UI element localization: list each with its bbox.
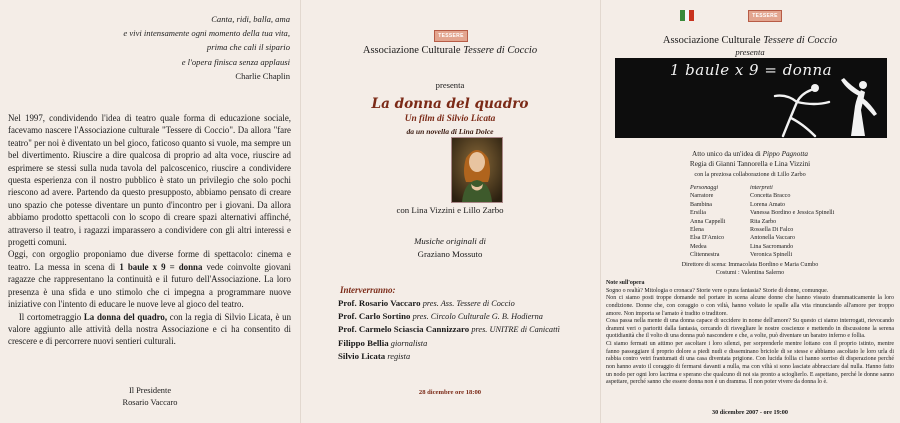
speaker-name: Prof. Carlo Sortino [338, 311, 411, 322]
costumes-credit: Costumi : Valentina Salerno [715, 270, 785, 277]
dancer-silhouettes-icon [615, 58, 887, 138]
quote-line: e vivi intensamente ogni momento della tua vita, [123, 28, 290, 39]
characters-column [690, 184, 725, 260]
credit-idea [600, 150, 900, 160]
show-title: 1 baule x 9 = donna [669, 61, 833, 79]
text-span: Oggi, con orgoglio proponiamo due diverse forme di spettacolo: cinema e teatro. La messa in scena di [8, 249, 291, 272]
quote-author: Charlie Chaplin [235, 70, 290, 81]
character-name: Ersilia [690, 210, 706, 217]
screening-date: 28 dicembre ore 18:00 [418, 389, 482, 396]
right-panel [600, 0, 900, 423]
signature-title: Il Presidente [128, 386, 172, 395]
performers-column [750, 184, 834, 260]
speaker-name: Prof. Rosario Vaccaro [338, 298, 421, 308]
text-span: Il cortometraggio [18, 311, 84, 322]
film-source: da un novella di Lina Dolce [406, 127, 494, 136]
assoc-italic-name: Tessere di Coccio [763, 35, 838, 46]
performer-name: Lorena Amato [750, 201, 786, 208]
text-span: vede coinvolte giovani ragazze che rappresentano la continuità e il futuro dell'Associazione. La loro presenza è una sfida e uno stimolo che ci impegna a programmare nuove iniziative con l'intento di educare le nuove leve al gioco del teatro. [8, 261, 291, 310]
character-name: Elsa D'Amico [690, 235, 725, 242]
author-name: Pippo Pagnotta [762, 150, 808, 158]
performers-header: interpreti [750, 185, 773, 191]
assoc-prefix: Associazione Culturale [662, 35, 764, 46]
intro-text [8, 112, 291, 348]
speaker-row [338, 350, 560, 363]
president-signature [0, 385, 300, 410]
performer-name: Rita Zarbo [750, 218, 777, 225]
film-cast: con Lina Vizzini e Lillo Zarbo [396, 205, 504, 215]
show-date: 30 dicembre 2007 - ore 19:00 [712, 409, 788, 416]
character-name: Elena [690, 227, 704, 234]
quote-line: Canta, ridi, balla, ama [211, 14, 290, 24]
region-flag-icon [680, 10, 694, 21]
performer-name: Antonella Vaccaro [750, 235, 796, 242]
film-title-inline: La donna del quadro, [83, 311, 168, 322]
intro-paragraph-3 [8, 311, 291, 348]
stage-direction: Direttore di scena: Immacolata Bordino e Maria Cumbo [681, 262, 819, 268]
text-span: Atto unico da un'idea di [692, 150, 763, 158]
portrait-image [452, 138, 502, 202]
logo-text: TESSERE [438, 33, 464, 39]
performer-name: Lina Sacromando [750, 243, 794, 250]
intro-paragraph-1: Nel 1997, condividendo l'idea di teatro quale forma di educazione sociale, facevamo nascere l'Associazione culturale "Tessere di Coccio". Da allora "fare teatro" per noi è diventato un bel gioco, faticoso quanto si vuole, ma sempre un bel divertimento. Riuscire a dire qualcosa di proprio ad alta voce, riuscire ad esprimere se stessi sulla nuda tavola del palcoscenico, riuscire a condividere questa esperienza con il nostro pubblico è stato un privilegio che solo pochi riescono ad avere. Partendo da questo presupposto, abbiamo pensato di creare uno spazio che potesse diventare un punto d'incontro per i giovani. Da allora abbiamo prodotto spettacoli con lo scopo di creare spazi alternativi affinché, attraverso il teatro, i ragazzi imparassero a condividere con gli altri interessi e progetti comuni. [8, 113, 291, 248]
association-name [300, 45, 600, 56]
speaker-name: Filippo Bellia [338, 337, 389, 348]
chaplin-quote [123, 12, 290, 83]
notes-paragraph: Non ci siamo posti troppe domande nel portare in scena alcune donne che hanno vissuto drammaticamente la loro condizione. Donne che, con coraggio o con viltà, hanno voltato le spalle alla vita rinunciando all'amore per troppo amore. Non importa se l'amato è tradito o traditore. [606, 295, 894, 317]
show-banner [615, 58, 887, 138]
quote-line: prima che cali il sipario [206, 42, 290, 53]
speaker-role: pres. Ass. Tessere di Coccio [422, 299, 515, 308]
assoc-italic-name: Tessere di Coccio [463, 45, 538, 56]
performer-name: Rossella Di Falco [750, 227, 794, 234]
presenta-label: presenta [735, 47, 765, 57]
notes-paragraph: Ci siamo fermati un attimo per ascoltare i loro silenzi, per sorprenderle mentre lottano con il proprio istinto, mentre fanno passeggiare il proprio dolore a piedi nudi e disseminano briciole di se stesse e abbiamo ascoltato le loro urla di rabbia contro vetri frantumati di una casa diventata prigione. Con lucida follia ci hanno sorriso di disperazione perché non hanno avuto il coraggio di fermarsi davanti a nulla, ma con viltà si sono lasciate abbracciare dal nulla. Hanno fatto un nodo per ogni loro lacrima e sperano che qualcuno di noi sia pronto a scioglierlo. E aspettano, perché le donne sanno aspettare, perché sanno che essere donna non è un dramma. Il non poter vivere da donna lo è. [606, 341, 894, 386]
show-notes [606, 280, 894, 387]
character-name: Narratore [690, 193, 714, 200]
quote-line: e l'opera finisca senza applausi [181, 56, 290, 67]
left-panel [0, 0, 300, 423]
film-title: La donna del quadro [371, 96, 529, 112]
notes-paragraph: Cosa passa nella mente di una donna capace di uccidere in nome dell'amore? Su questo ci siamo interrogati, rievocando drammi veri o partoriti dalla fantasia, cercando di risvegliare le nostre coscienze e mettendo in discussione la serena quotidianità che il volto di una donna può nascondere e che, a volte, può diventare un baratro inferno e follia. [606, 318, 894, 340]
middle-panel [300, 0, 600, 423]
character-name: Clitennestra [690, 252, 720, 259]
credit-collaboration: con la preziosa collaborazione di Lillo Zarbo [694, 170, 806, 178]
performer-name: Veronica Spinelli [750, 252, 793, 259]
speaker-name: Prof. Carmelo Sciascia Cannizzaro [338, 324, 470, 335]
association-logo [748, 10, 782, 22]
speakers-list [338, 297, 560, 363]
speaker-role: pres. UNITRE di Canicattì [471, 325, 560, 335]
speaker-name: Silvio Licata [338, 350, 386, 361]
film-subtitle: Un film di Silvio Licata [404, 114, 496, 124]
association-name [600, 35, 900, 46]
crew-credits [600, 261, 900, 277]
speaker-role: regista [387, 351, 411, 361]
association-logo [434, 30, 468, 42]
assoc-prefix: Associazione Culturale [362, 45, 464, 56]
portrait-painting [451, 137, 503, 203]
characters-header: Personaggi [690, 185, 719, 191]
speaker-role: pres. Circolo Culturale G. B. Hodierna [412, 312, 543, 322]
signature-name: Rosario Vaccaro [122, 398, 178, 408]
speakers-header: Interverranno: [340, 285, 396, 295]
speaker-row [338, 297, 560, 310]
show-title-inline: 1 baule x 9 = donna [119, 261, 203, 272]
intro-paragraph-2 [8, 248, 291, 310]
logo-text: TESSERE [752, 13, 778, 19]
speaker-row [338, 323, 560, 336]
speaker-row [338, 337, 560, 350]
performer-name: Concetta Bracco [750, 193, 791, 200]
character-name: Medea [690, 243, 707, 250]
music-composer: Graziano Mossuto [417, 248, 483, 259]
performer-name: Vanessa Bordino e Jessica Spinelli [750, 210, 835, 217]
notes-paragraph: Sogno o realtà? Mitologia o cronaca? Storie vere o pura fantasia? Storie di donne, comunque. [606, 287, 829, 294]
text-span: con la regia di Silvio Licata, è un valore aggiunto alle attività della nostra Associazione e ci ha consentito di crescere e di percorrere nuovi sentieri culturali. [8, 311, 292, 347]
character-name: Bambina [690, 201, 713, 208]
speaker-role: giornalista [390, 338, 428, 348]
speaker-row [338, 310, 560, 323]
notes-header: Note sull'opera [606, 280, 645, 286]
music-label: Musiche originali di [414, 236, 486, 246]
show-credits [600, 150, 900, 179]
presenta-label: presenta [435, 80, 465, 90]
music-credit [300, 235, 600, 260]
credit-direction: Regia di Gianni Tannorella e Lina Vizzini [689, 159, 811, 168]
character-name: Anna Cappelli [690, 218, 726, 225]
